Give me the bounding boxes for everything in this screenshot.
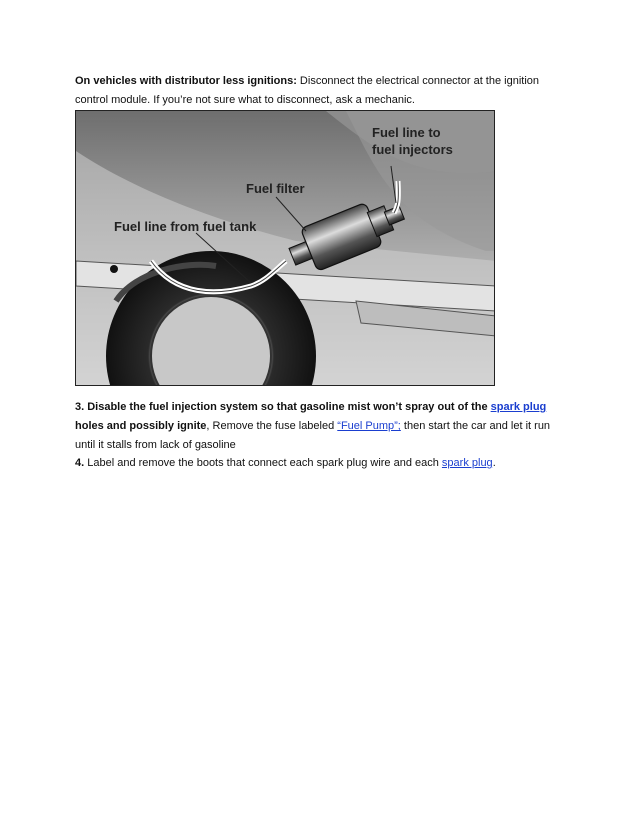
illustration-svg <box>76 111 495 386</box>
step3-text-a: , Remove the fuse labeled <box>206 420 338 432</box>
label-fuel-line-to: Fuel line to <box>372 125 441 140</box>
fuel-filter-illustration <box>75 110 495 386</box>
step3-text-b: then start the car and let it run until it stalls from lack of gasoline <box>75 420 551 451</box>
frame-bolt <box>110 265 118 273</box>
step3-paragraph <box>75 398 565 455</box>
fuel-pump-link[interactable]: “Fuel Pump”; <box>337 420 401 432</box>
step4-bold: 4. <box>75 457 85 469</box>
step3-bold-b: holes and possibly ignite <box>75 420 207 432</box>
label-fuel-filter: Fuel filter <box>246 181 305 196</box>
label-fuel-line-from-tank: Fuel line from fuel tank <box>114 219 257 234</box>
intro-bold: On vehicles with distributor less ignitions: <box>75 75 297 87</box>
spark-plug-link-1[interactable]: spark plug <box>490 401 547 413</box>
intro-text: Disconnect the electrical connector at the ignition control module. If you’re not sure what to disconnect, ask a mechanic. <box>75 75 540 106</box>
step4-paragraph <box>75 454 565 473</box>
label-fuel-injectors: fuel injectors <box>372 142 453 157</box>
spark-plug-link-2[interactable]: spark plug <box>441 457 493 469</box>
intro-paragraph <box>75 72 565 110</box>
step4-text: Label and remove the boots that connect each spark plug wire and each <box>84 457 442 469</box>
step4-end: . <box>492 457 496 469</box>
step3-bold-a: 3. Disable the fuel injection system so that gasoline mist won’t spray out of the <box>75 401 491 413</box>
